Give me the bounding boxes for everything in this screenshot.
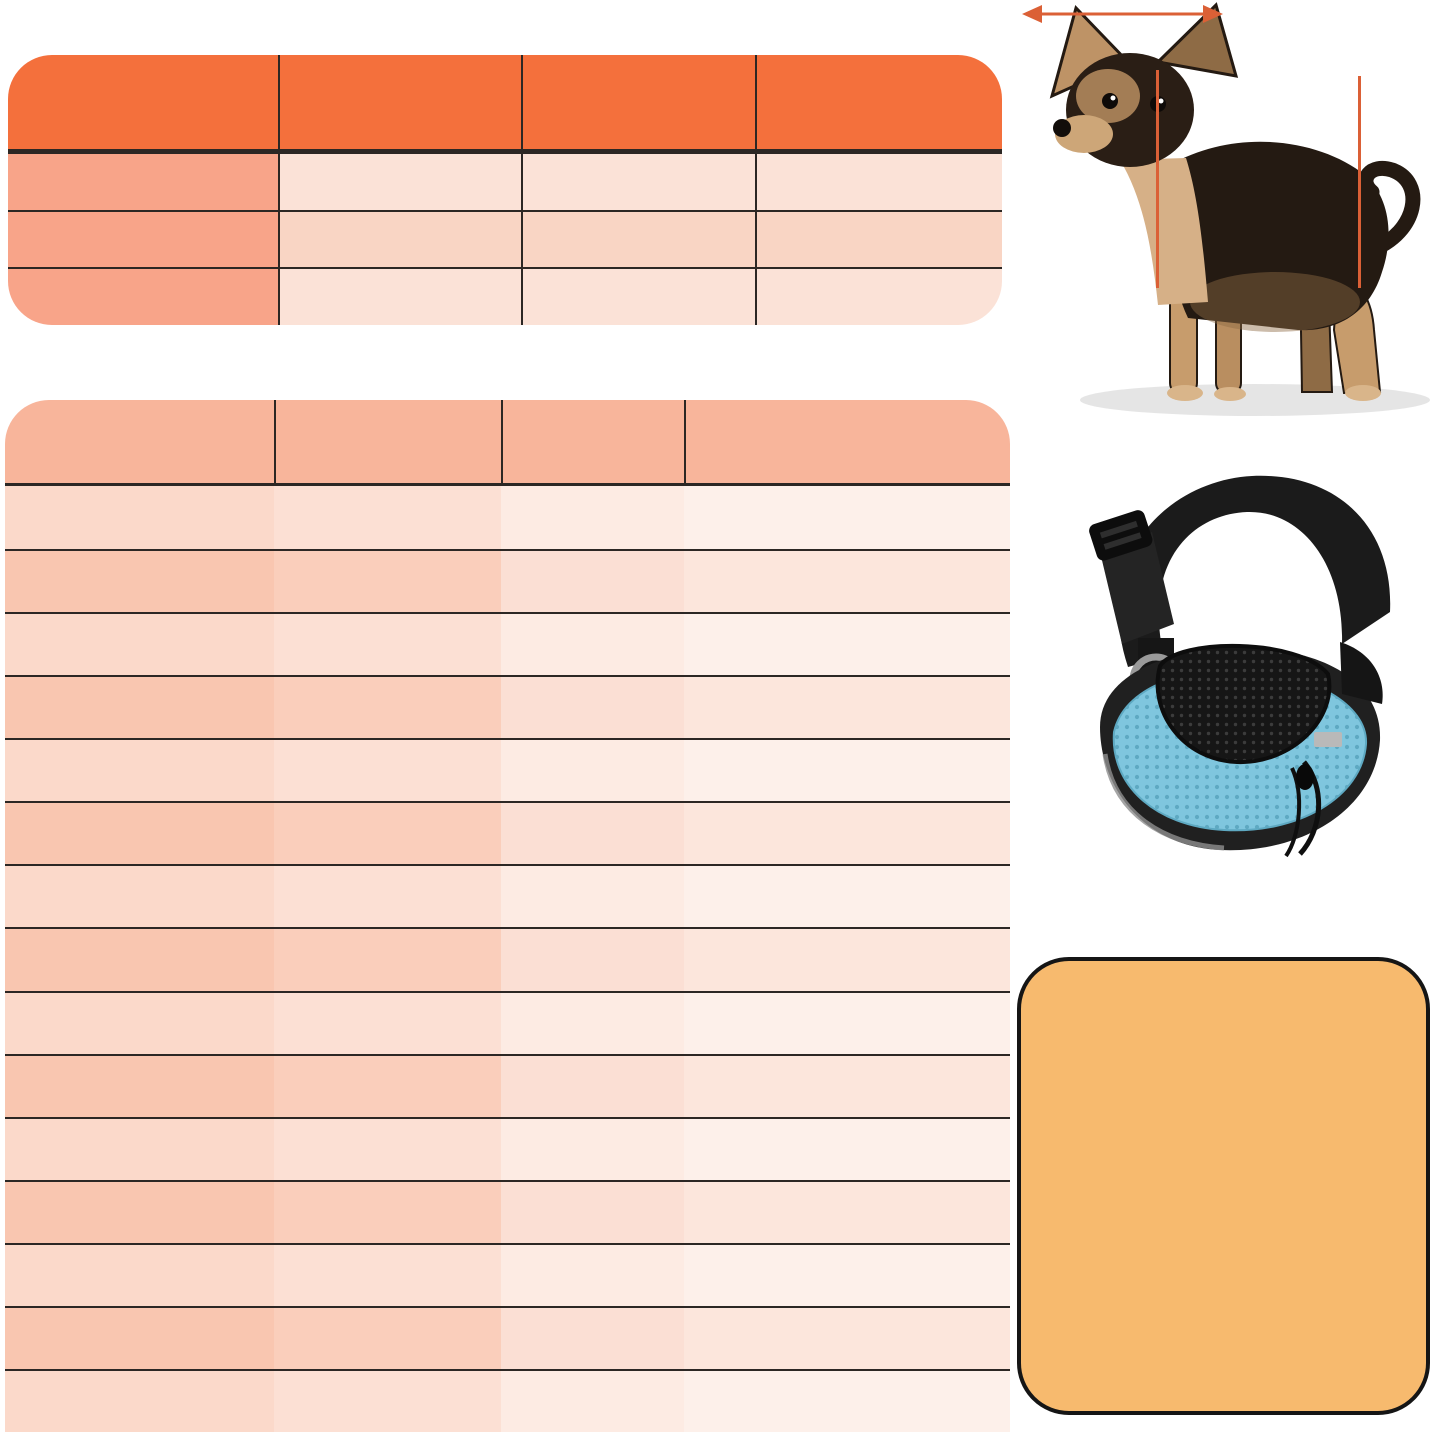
tryon-feedback-cell [684,927,1010,990]
tryon-weight-cell [274,991,501,1054]
tryon-report-title [0,338,1010,398]
tryon-header-cell [501,400,684,486]
tryon-size-cell [501,991,684,1054]
size-chart-header-cell [278,55,521,152]
dog-eye-glint [1159,99,1164,104]
size-chart-row-label [8,267,278,325]
carrier-brand-tag [1314,732,1342,747]
tryon-weight-cell [274,612,501,675]
tryon-weight-cell [274,801,501,864]
tryon-breed-cell [5,1117,274,1180]
tryon-size-cell [501,1117,684,1180]
size-chart-table [8,55,1002,325]
tryon-header-cell [684,400,1010,486]
tryon-header-cell [5,400,274,486]
size-chart-cell [521,210,756,268]
size-chart-cell [278,152,521,210]
dog-belly [1190,272,1360,332]
size-chart-header-cell [8,55,278,152]
tryon-size-cell [501,549,684,612]
tryon-feedback-cell [684,549,1010,612]
tips-title [1026,893,1306,957]
tryon-weight-cell [274,1117,501,1180]
tryon-size-cell [501,738,684,801]
tryon-weight-cell [274,1306,501,1369]
tryon-feedback-cell [684,612,1010,675]
tryon-breed-cell [5,612,274,675]
size-chart-row-label [8,152,278,210]
tryon-breed-cell [5,486,274,549]
tryon-size-cell [501,1369,684,1432]
tryon-report-table [5,400,1010,1432]
dog-eye [1102,93,1118,109]
tryon-size-cell [501,675,684,738]
measure-line-front [1156,70,1159,288]
size-chart-cell [521,152,756,210]
measure-arrow [1020,0,1225,28]
tryon-size-cell [501,1243,684,1306]
tryon-weight-cell [274,1180,501,1243]
tryon-size-cell [501,927,684,990]
tryon-weight-cell [274,486,501,549]
chihuahua-illustration [1020,0,1445,425]
tryon-weight-cell [274,1054,501,1117]
tryon-breed-cell [5,991,274,1054]
tryon-feedback-cell [684,864,1010,927]
size-chart-cell [521,267,756,325]
tryon-breed-cell [5,1054,274,1117]
tryon-weight-cell [274,927,501,990]
tryon-feedback-cell [684,675,1010,738]
tryon-weight-cell [274,738,501,801]
tryon-breed-cell [5,927,274,990]
tryon-weight-cell [274,549,501,612]
tryon-feedback-cell [684,1117,1010,1180]
size-chart-cell [278,267,521,325]
measure-line-rear [1358,76,1361,288]
carrier-side-flap [1340,642,1383,704]
tryon-size-cell [501,486,684,549]
tryon-breed-cell [5,1369,274,1432]
size-chart-cell [755,210,1002,268]
carrier-cord-toggle [1296,764,1314,790]
tryon-size-cell [501,612,684,675]
dog-paw [1167,385,1203,401]
tryon-size-cell [501,801,684,864]
pet-sling-carrier-photo [1042,432,1432,877]
tryon-breed-cell [5,1306,274,1369]
size-chart-header-cell [521,55,756,152]
carrier-illustration [1042,432,1432,877]
size-chart-cell [755,152,1002,210]
tryon-feedback-cell [684,1306,1010,1369]
tryon-feedback-cell [684,1369,1010,1432]
tryon-feedback-cell [684,1054,1010,1117]
tryon-weight-cell [274,864,501,927]
tryon-size-cell [501,864,684,927]
tryon-header-cell [274,400,501,486]
tryon-size-cell [501,1054,684,1117]
tryon-breed-cell [5,675,274,738]
tryon-breed-cell [5,1180,274,1243]
dog-paw [1345,385,1381,401]
tryon-breed-cell [5,801,274,864]
tryon-size-cell [501,1306,684,1369]
tryon-breed-cell [5,864,274,927]
tryon-feedback-cell [684,991,1010,1054]
size-chart-row-label [8,210,278,268]
size-chart-title [0,0,1010,54]
tips-box [1017,957,1430,1415]
tryon-weight-cell [274,1369,501,1432]
tryon-breed-cell [5,549,274,612]
size-chart-cell [755,267,1002,325]
tryon-weight-cell [274,675,501,738]
tryon-feedback-cell [684,486,1010,549]
dog-paw [1214,387,1246,401]
size-chart-header-cell [755,55,1002,152]
tryon-feedback-cell [684,1180,1010,1243]
tryon-breed-cell [5,1243,274,1306]
dog-nose [1053,119,1071,137]
tryon-breed-cell [5,738,274,801]
size-chart-cell [278,210,521,268]
tryon-weight-cell [274,1243,501,1306]
tryon-size-cell [501,1180,684,1243]
dog-eye-glint [1111,96,1116,101]
tryon-feedback-cell [684,738,1010,801]
chihuahua-photo [1020,0,1445,425]
tryon-feedback-cell [684,801,1010,864]
tryon-feedback-cell [684,1243,1010,1306]
